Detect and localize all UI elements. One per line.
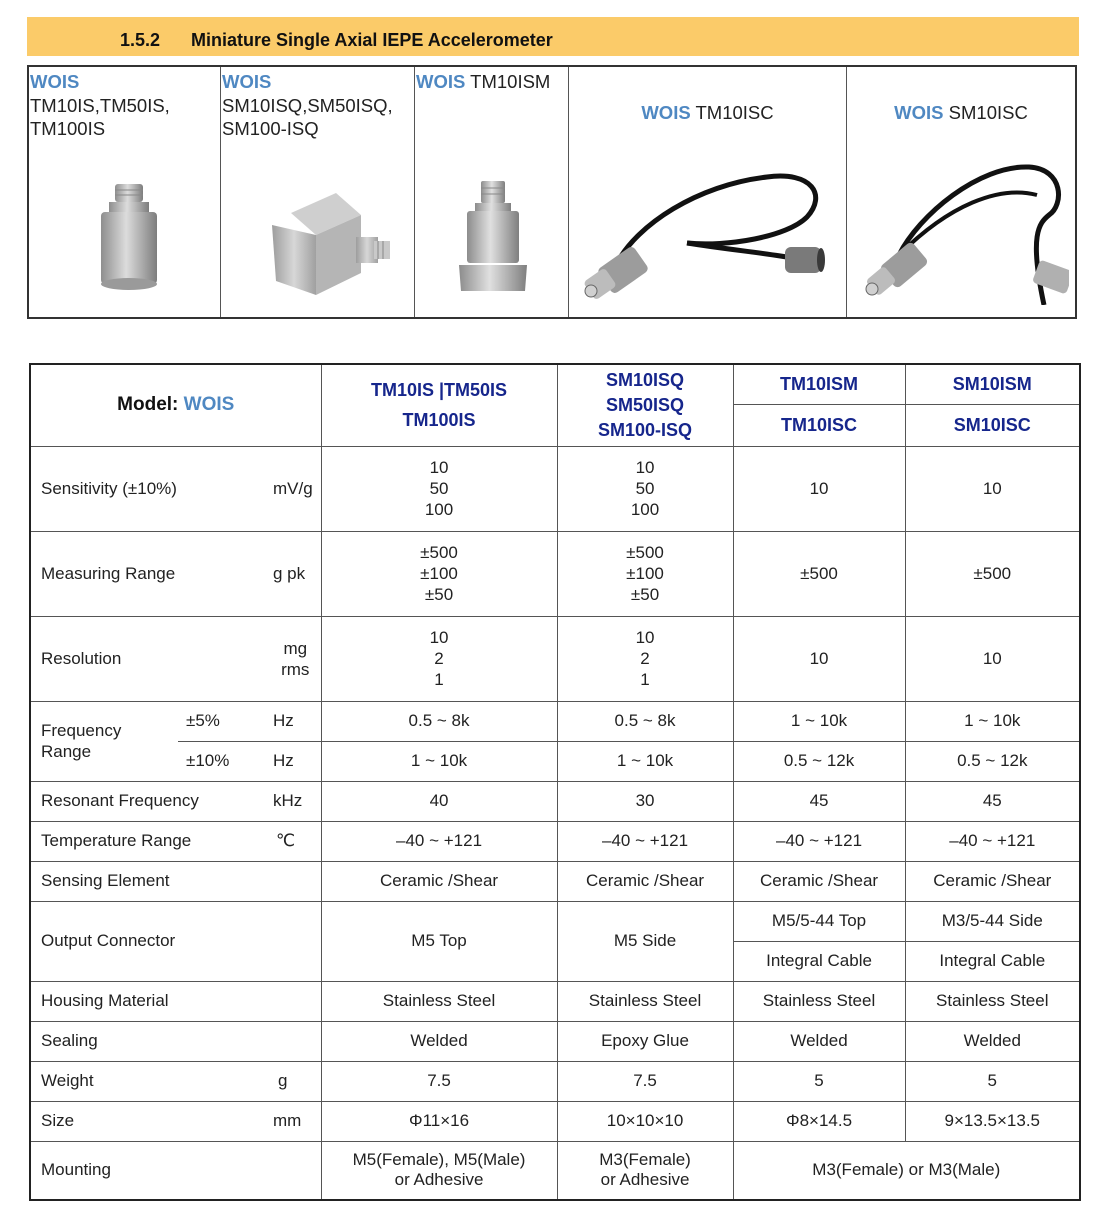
row-label: Mounting	[30, 1141, 321, 1200]
cell-value: 10	[733, 616, 905, 701]
value: 10	[429, 458, 449, 477]
cell-value: Stainless Steel	[733, 981, 905, 1021]
cell-value: Φ11×16	[321, 1101, 557, 1141]
product-brand: WOIS	[894, 102, 944, 123]
value: 2	[640, 649, 650, 668]
cell-value: Φ8×14.5	[733, 1101, 905, 1141]
value: or Adhesive	[394, 1170, 484, 1190]
column-header-line: SM10ISQ	[606, 369, 685, 390]
row-measuring-range	[30, 531, 1080, 616]
row-unit: mV/g	[270, 446, 321, 531]
row-label: Weight	[30, 1061, 270, 1101]
cell-value: Ceramic /Shear	[321, 861, 557, 901]
row-resolution	[30, 616, 1080, 701]
value: 100	[630, 500, 660, 519]
row-label: Housing Material	[30, 981, 321, 1021]
column-header-line: SM50ISQ	[606, 394, 685, 415]
column-header-sm10isc: SM10ISC	[905, 404, 1080, 446]
cell-value: 0.5 ~ 12k	[733, 741, 905, 781]
cell-value: 7.5	[557, 1061, 733, 1101]
row-mounting	[30, 1141, 1080, 1200]
cell-value: M5 Side	[557, 901, 733, 981]
tolerance-label: ±5%	[178, 701, 270, 741]
cubic-side-accelerometer-image	[266, 185, 396, 305]
section-title: Miniature Single Axial IEPE Accelerometer	[191, 30, 553, 50]
product-tm10ism	[415, 67, 569, 317]
cell-value: –40 ~ +121	[557, 821, 733, 861]
cell-value: 1 ~ 10k	[905, 701, 1080, 741]
label-line: Range	[41, 742, 92, 761]
product-brand: WOIS	[222, 71, 272, 92]
cell-value: 0.5 ~ 8k	[321, 701, 557, 741]
product-tm10isc	[569, 67, 847, 317]
row-label: Sensing Element	[30, 861, 321, 901]
value: M5(Female), M5(Male)	[352, 1150, 526, 1170]
row-weight	[30, 1061, 1080, 1101]
model-header	[30, 364, 321, 446]
cell-value: 10	[733, 446, 905, 531]
value: or Adhesive	[600, 1170, 690, 1190]
cell-values	[321, 531, 557, 616]
cell-value: Welded	[733, 1021, 905, 1061]
row-label: Size	[30, 1101, 270, 1141]
cell-value: Stainless Steel	[905, 981, 1080, 1021]
row-output-connector	[30, 901, 1080, 941]
cell-value: Ceramic /Shear	[905, 861, 1080, 901]
product-brand: WOIS	[641, 102, 691, 123]
cell-value: M3(Female) or M3(Male)	[733, 1141, 1080, 1200]
product-model: SM10ISC	[948, 102, 1028, 123]
value: ±50	[424, 585, 454, 604]
column-header-line: TM10IS |TM50IS	[370, 380, 508, 401]
value: 100	[424, 500, 454, 519]
row-size	[30, 1101, 1080, 1141]
row-unit	[270, 616, 321, 701]
label-line: Frequency	[41, 721, 122, 740]
row-label: Sensitivity (±10%)	[30, 446, 270, 531]
unit-line: mg	[283, 638, 308, 658]
value: ±500	[420, 543, 458, 562]
cell-values	[321, 446, 557, 531]
cell-value: 10	[905, 446, 1080, 531]
product-models-line2: TM100IS	[30, 118, 106, 139]
model-label: Model:	[117, 394, 179, 416]
product-models-line2: SM100-ISQ	[222, 118, 319, 139]
cell-value: 30	[557, 781, 733, 821]
cell-value: Integral Cable	[905, 941, 1080, 981]
cell-value: –40 ~ +121	[905, 821, 1080, 861]
product-model: TM10ISC	[695, 102, 774, 123]
value: 10	[635, 458, 655, 477]
cell-value: M3/5-44 Side	[905, 901, 1080, 941]
value: 1	[640, 670, 650, 689]
product-sm10isq	[221, 67, 415, 317]
value: 50	[635, 479, 655, 498]
value: 2	[434, 649, 444, 668]
section-header-bar	[27, 17, 1079, 56]
cell-value: –40 ~ +121	[733, 821, 905, 861]
cell-values	[557, 531, 733, 616]
value: 10	[635, 628, 655, 647]
model-brand: WOIS	[183, 394, 235, 416]
row-unit: Hz	[270, 741, 321, 781]
product-model: TM10ISM	[470, 71, 551, 92]
row-unit: g pk	[270, 531, 321, 616]
column-header-tm10is	[321, 364, 557, 446]
cylindrical-accelerometer-image	[89, 182, 169, 302]
product-brand: WOIS	[416, 71, 466, 92]
cell-value: M5 Top	[321, 901, 557, 981]
value: M3(Female)	[599, 1150, 691, 1170]
row-unit: ℃	[270, 821, 321, 861]
column-header-sm10ism: SM10ISM	[905, 364, 1080, 404]
row-label: Resonant Frequency	[30, 781, 270, 821]
column-header-tm10ism: TM10ISM	[733, 364, 905, 404]
product-gallery	[27, 65, 1077, 319]
cell-value: 0.5 ~ 8k	[557, 701, 733, 741]
tolerance-label: ±10%	[178, 741, 270, 781]
row-sensing-element	[30, 861, 1080, 901]
row-label: Measuring Range	[30, 531, 270, 616]
cell-value: Integral Cable	[733, 941, 905, 981]
cell-value: 5	[733, 1061, 905, 1101]
row-label: Output Connector	[30, 901, 321, 981]
specifications-table	[29, 363, 1081, 1201]
row-label: Temperature Range	[30, 821, 270, 861]
row-label: Resolution	[30, 616, 270, 701]
product-models-line1: SM10ISQ,SM50ISQ,	[222, 94, 393, 116]
column-header-sm10isq	[557, 364, 733, 446]
cell-value: 10×10×10	[557, 1101, 733, 1141]
cell-values	[557, 446, 733, 531]
cell-values	[557, 1141, 733, 1200]
unit-line: rms	[281, 659, 310, 679]
cell-value: 1 ~ 10k	[733, 701, 905, 741]
value: 10	[429, 628, 449, 647]
cell-value: 45	[905, 781, 1080, 821]
value: ±500	[626, 543, 664, 562]
cell-value: 5	[905, 1061, 1080, 1101]
value: 1	[434, 670, 444, 689]
column-header-line: TM100IS	[402, 410, 476, 431]
product-models-line1: TM10IS,TM50IS,	[30, 94, 170, 116]
cell-value: M5/5-44 Top	[733, 901, 905, 941]
row-unit: Hz	[270, 701, 321, 741]
cell-value: Stainless Steel	[557, 981, 733, 1021]
row-label	[30, 701, 178, 781]
hex-base-accelerometer-image	[453, 179, 533, 304]
cable-accelerometer-top-image	[577, 155, 839, 305]
cell-value: 10	[905, 616, 1080, 701]
cell-value: 1 ~ 10k	[557, 741, 733, 781]
cell-value: 45	[733, 781, 905, 821]
value: ±100	[420, 564, 458, 583]
row-housing-material	[30, 981, 1080, 1021]
cell-value: ±500	[905, 531, 1080, 616]
section-number: 1.5.2	[120, 30, 161, 50]
cell-value: Epoxy Glue	[557, 1021, 733, 1061]
row-resonant-frequency	[30, 781, 1080, 821]
cell-values	[321, 616, 557, 701]
value: ±100	[626, 564, 664, 583]
cell-values	[321, 1141, 557, 1200]
row-sealing	[30, 1021, 1080, 1061]
cell-value: 9×13.5×13.5	[905, 1101, 1080, 1141]
value: 50	[429, 479, 449, 498]
cable-accelerometer-side-image	[859, 155, 1069, 305]
cell-value: ±500	[733, 531, 905, 616]
product-brand: WOIS	[30, 71, 80, 92]
value: ±50	[630, 585, 660, 604]
cell-value: 40	[321, 781, 557, 821]
row-frequency-range-10pct	[30, 741, 1080, 781]
cell-value: 1 ~ 10k	[321, 741, 557, 781]
row-temperature-range	[30, 821, 1080, 861]
cell-value: 0.5 ~ 12k	[905, 741, 1080, 781]
cell-value: –40 ~ +121	[321, 821, 557, 861]
row-unit: mm	[270, 1101, 321, 1141]
cell-value: Welded	[905, 1021, 1080, 1061]
cell-values	[557, 616, 733, 701]
cell-value: Ceramic /Shear	[733, 861, 905, 901]
column-header-tm10isc: TM10ISC	[733, 404, 905, 446]
column-header-line: SM100-ISQ	[598, 419, 693, 440]
product-tm10is	[29, 67, 221, 317]
cell-value: 7.5	[321, 1061, 557, 1101]
row-frequency-range-5pct	[30, 701, 1080, 741]
row-label: Sealing	[30, 1021, 321, 1061]
row-unit: g	[270, 1061, 321, 1101]
row-sensitivity	[30, 446, 1080, 531]
cell-value: Ceramic /Shear	[557, 861, 733, 901]
cell-value: Stainless Steel	[321, 981, 557, 1021]
row-unit: kHz	[270, 781, 321, 821]
cell-value: Welded	[321, 1021, 557, 1061]
product-sm10isc	[847, 67, 1075, 317]
